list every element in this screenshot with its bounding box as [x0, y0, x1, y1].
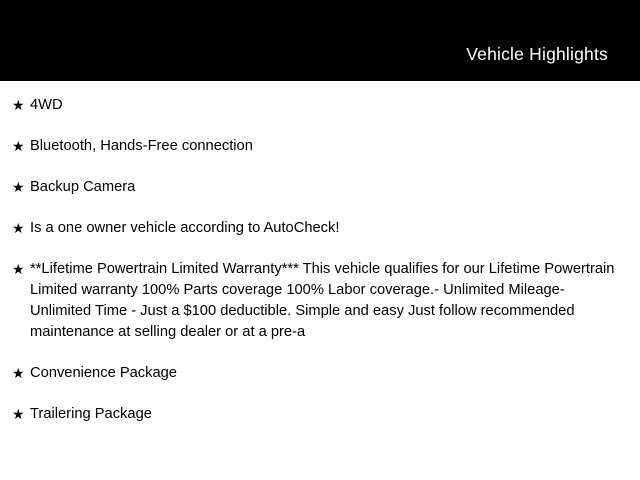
list-item [10, 136, 626, 157]
list-item-label: Backup Camera [30, 179, 136, 195]
list-item-label: Trailering Package [30, 406, 152, 422]
list-item [10, 404, 626, 425]
list-item [10, 218, 626, 239]
list-item-label: Is a one owner vehicle according to AutoCheck! [30, 220, 340, 236]
star-icon: ★ [12, 138, 25, 154]
page-header [0, 0, 640, 81]
page-title: Vehicle Highlights [466, 43, 608, 64]
highlights-list [0, 81, 640, 425]
list-item-label: 4WD [30, 97, 63, 113]
star-icon: ★ [12, 406, 25, 422]
list-item-label: Bluetooth, Hands-Free connection [30, 138, 253, 154]
list-item-label: Convenience Package [30, 365, 177, 381]
list-item [10, 95, 626, 116]
list-item [10, 363, 626, 384]
star-icon: ★ [12, 365, 25, 381]
star-icon: ★ [12, 97, 25, 113]
star-icon: ★ [12, 179, 25, 195]
list-item-label: **Lifetime Powertrain Limited Warranty*** This vehicle qualifies for our Lifetime Powertrain Limited warranty 100% Parts coverage 100% Labor coverage.- Unlimited Mileage- Unlimited Time - Just a $100 deductible. Simple and easy Just follow recommended maintenance at selling dealer or at a pre-a [30, 261, 615, 340]
star-icon: ★ [12, 261, 25, 277]
list-item [10, 177, 626, 198]
list-item [10, 259, 626, 343]
star-icon: ★ [12, 220, 25, 236]
